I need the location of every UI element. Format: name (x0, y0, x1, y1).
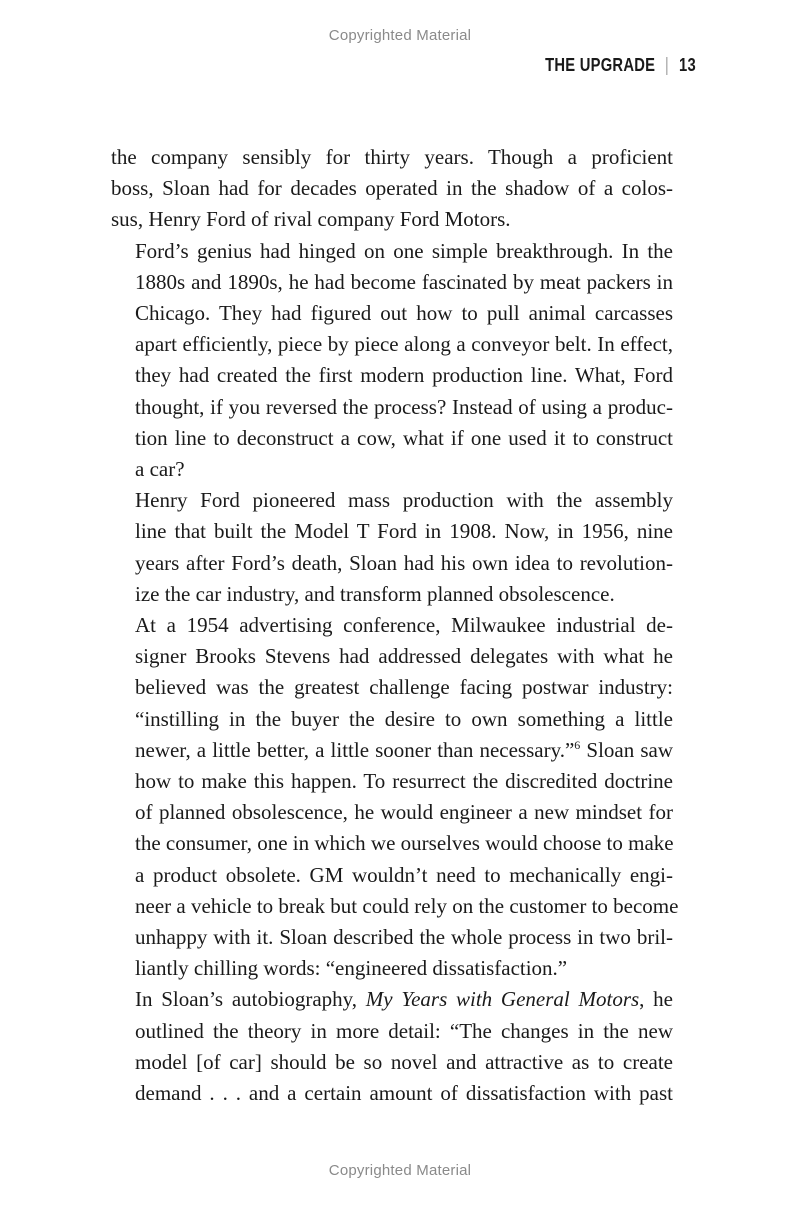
text-line: neer a vehicle to break but could rely on the customer to become (135, 893, 679, 918)
line-end: , he (639, 987, 673, 1012)
text-line: the consumer, one in which we ourselves would choose to make (135, 831, 674, 856)
text-line: outlined the theory in more detail: “The changes in the new (135, 1018, 673, 1043)
text-line: At a 1954 advertising conference, Milwaukee industrial de- (135, 613, 673, 638)
text-line: apart efficiently, piece by piece along a conveyor belt. In effect, (135, 332, 673, 357)
paragraph-3 (111, 485, 673, 610)
paragraph-5 (111, 984, 673, 1109)
copyright-watermark-bottom: Copyrighted Material (328, 1162, 472, 1179)
text-line: how to make this happen. To resurrect the discredited doctrine (135, 769, 673, 794)
text-line: a product obsolete. GM wouldn’t need to mechanically engi- (135, 862, 673, 887)
text-line: Chicago. They had figured out how to pull animal carcasses (135, 301, 673, 326)
line-continuation: Sloan saw (580, 737, 673, 762)
quote-text: newer, a little better, a little sooner than necessary.” (135, 737, 575, 762)
footnote-marker: 6 (574, 737, 581, 752)
text-line: line that built the Model T Ford in 1908. Now, in 1956, nine (135, 519, 673, 544)
book-title: My Years with General Motors (365, 987, 640, 1012)
text-line: liantly chilling words: “engineered dissatisfaction.” (135, 956, 568, 981)
text-line: the company sensibly for thirty years. Though a proficient (111, 145, 673, 169)
line-start: In Sloan’s autobiography, (135, 987, 366, 1012)
text-line (111, 984, 673, 1015)
text-line: tion line to deconstruct a cow, what if one used it to construct (135, 425, 673, 450)
page-number: 13 (679, 55, 696, 75)
paragraph-4 (111, 610, 679, 984)
text-line: unhappy with it. Sloan described the whole process in two bril- (135, 925, 673, 950)
text-line (111, 735, 673, 766)
paragraph-2 (111, 236, 673, 486)
text-line: model [of car] should be so novel and attractive as to create (135, 1049, 673, 1074)
text-line: signer Brooks Stevens had addressed delegates with what he (135, 644, 673, 669)
chapter-title: THE UPGRADE (545, 55, 656, 75)
text-line: “instilling in the buyer the desire to own something a little (135, 706, 673, 731)
text-line: a car? (135, 457, 185, 482)
text-line: of planned obsolescence, he would engineer a new mindset for (135, 800, 673, 825)
text-line: Ford’s genius had hinged on one simple breakthrough. In the (135, 238, 673, 263)
text-line: they had created the first modern production line. What, Ford (135, 363, 673, 388)
paragraph-1 (111, 142, 673, 236)
running-head (545, 55, 696, 76)
running-head-divider (667, 57, 668, 75)
text-line: boss, Sloan had for decades operated in the shadow of a colos- (111, 176, 673, 201)
text-line: years after Ford’s death, Sloan had his own idea to revolution- (135, 550, 673, 575)
text-line: 1880s and 1890s, he had become fascinated by meat packers in (135, 269, 673, 294)
text-line: believed was the greatest challenge facing postwar industry: (135, 675, 673, 700)
copyright-watermark-top: Copyrighted Material (328, 27, 472, 44)
text-line: Henry Ford pioneered mass production with the assembly (135, 488, 673, 513)
text-line: demand . . . and a certain amount of dissatisfaction with past (135, 1081, 673, 1106)
text-line: ize the car industry, and transform planned obsolescence. (135, 581, 615, 606)
text-line: sus, Henry Ford of rival company Ford Motors. (111, 207, 511, 232)
text-line: thought, if you reversed the process? Instead of using a produc- (135, 394, 673, 419)
body-text (111, 142, 679, 1109)
